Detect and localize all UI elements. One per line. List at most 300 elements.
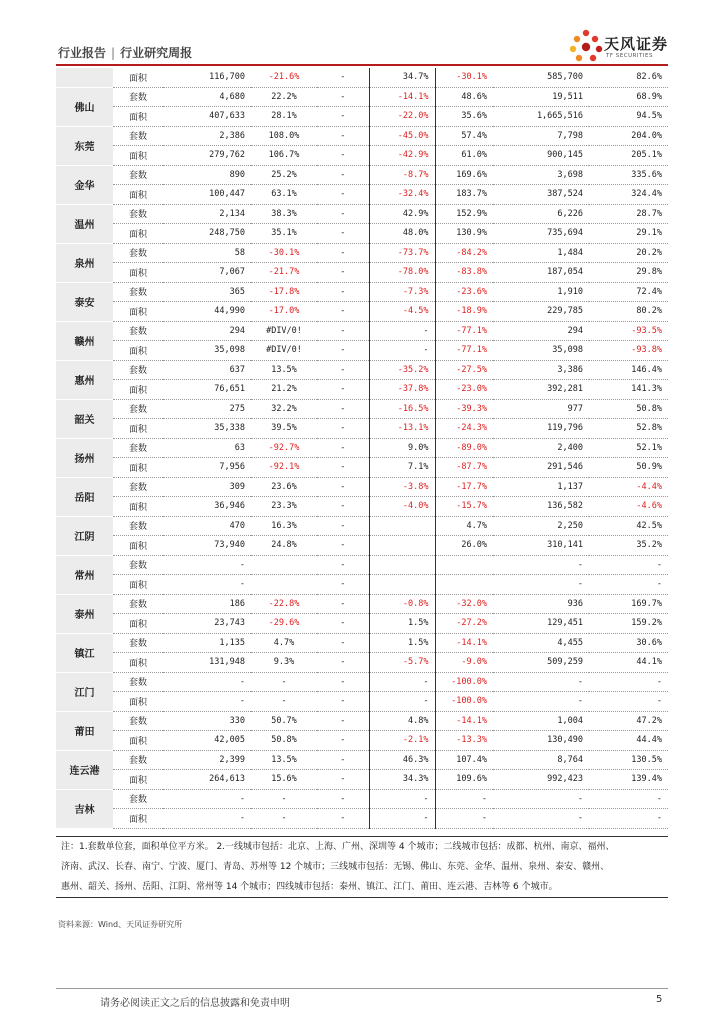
table-row (56, 204, 668, 224)
page-number: 5 (656, 994, 663, 1005)
value-cell: - (317, 165, 369, 185)
metric-cell: 面积 (113, 458, 163, 478)
value-cell: 890 (163, 165, 251, 185)
value-cell: 309 (163, 477, 251, 497)
value-cell: 7,067 (163, 263, 251, 283)
value-cell: - (317, 302, 369, 322)
value-cell: - (317, 711, 369, 731)
value-cell: - (317, 380, 369, 400)
value-cell: 183.7% (435, 185, 493, 205)
value-cell: -87.7% (435, 458, 493, 478)
value-cell: -73.7% (369, 243, 435, 263)
value-cell: 1,004 (493, 711, 589, 731)
value-cell: - (317, 770, 369, 790)
value-cell: - (589, 809, 668, 829)
value-cell: 61.0% (435, 146, 493, 166)
value-cell: 82.6% (589, 68, 668, 87)
value-cell: - (317, 672, 369, 692)
value-cell: -100.0% (435, 692, 493, 712)
metric-cell: 套数 (113, 282, 163, 302)
value-cell: 335.6% (589, 165, 668, 185)
value-cell: -30.1% (251, 243, 317, 263)
value-cell: 2,400 (493, 438, 589, 458)
value-cell: 119,796 (493, 419, 589, 439)
value-cell: 3,698 (493, 165, 589, 185)
value-cell: - (317, 146, 369, 166)
value-cell: - (251, 789, 317, 809)
value-cell: - (317, 536, 369, 556)
table-row (56, 68, 668, 87)
metric-cell: 套数 (113, 789, 163, 809)
metric-cell: 面积 (113, 770, 163, 790)
metric-cell: 套数 (113, 750, 163, 770)
value-cell (369, 536, 435, 556)
value-cell: - (317, 458, 369, 478)
value-cell: 509,259 (493, 653, 589, 673)
value-cell: 735,694 (493, 224, 589, 244)
value-cell: - (163, 555, 251, 575)
value-cell: -92.7% (251, 438, 317, 458)
value-cell: -39.3% (435, 399, 493, 419)
value-cell: 23,743 (163, 614, 251, 634)
value-cell: 392,281 (493, 380, 589, 400)
value-cell: 4,680 (163, 87, 251, 107)
value-cell: 94.5% (589, 107, 668, 127)
metric-cell: 面积 (113, 419, 163, 439)
value-cell: 107.4% (435, 750, 493, 770)
value-cell: - (369, 321, 435, 341)
value-cell: 46.3% (369, 750, 435, 770)
value-cell (251, 575, 317, 595)
value-cell: 387,524 (493, 185, 589, 205)
value-cell: 21.2% (251, 380, 317, 400)
value-cell: 29.8% (589, 263, 668, 283)
value-cell: 585,700 (493, 68, 589, 87)
value-cell: 76,651 (163, 380, 251, 400)
value-cell: 3,386 (493, 360, 589, 380)
value-cell: 294 (493, 321, 589, 341)
value-cell: - (317, 282, 369, 302)
value-cell: 264,613 (163, 770, 251, 790)
table-row (56, 555, 668, 575)
value-cell: - (163, 672, 251, 692)
metric-cell: 套数 (113, 555, 163, 575)
city-name-cell: 东莞 (56, 126, 113, 165)
value-cell: -21.7% (251, 263, 317, 283)
value-cell: 50.7% (251, 711, 317, 731)
value-cell: 8,764 (493, 750, 589, 770)
value-cell: 19,511 (493, 87, 589, 107)
city-name-cell (56, 68, 113, 87)
value-cell: 204.0% (589, 126, 668, 146)
metric-cell: 套数 (113, 633, 163, 653)
value-cell: -89.0% (435, 438, 493, 458)
value-cell: -27.2% (435, 614, 493, 634)
disclaimer-text: 请务必阅读正文之后的信息披露和免责申明 (100, 998, 290, 1009)
value-cell: 1,665,516 (493, 107, 589, 127)
value-cell: 50.9% (589, 458, 668, 478)
value-cell: - (369, 692, 435, 712)
table-row (56, 789, 668, 809)
table-row (56, 360, 668, 380)
metric-cell: 面积 (113, 380, 163, 400)
value-cell: 38.3% (251, 204, 317, 224)
value-cell: - (317, 789, 369, 809)
value-cell: -4.0% (369, 497, 435, 517)
value-cell: 44.1% (589, 653, 668, 673)
value-cell: -77.1% (435, 341, 493, 361)
value-cell: 139.4% (589, 770, 668, 790)
value-cell: -100.0% (435, 672, 493, 692)
value-cell: 63 (163, 438, 251, 458)
value-cell: - (369, 809, 435, 829)
value-cell: 291,546 (493, 458, 589, 478)
value-cell: 25.2% (251, 165, 317, 185)
value-cell: -4.4% (589, 477, 668, 497)
value-cell: 977 (493, 399, 589, 419)
value-cell: - (369, 789, 435, 809)
value-cell: 26.0% (435, 536, 493, 556)
value-cell: - (369, 672, 435, 692)
brand-logo (566, 24, 686, 68)
value-cell: 23.3% (251, 497, 317, 517)
value-cell: 2,386 (163, 126, 251, 146)
value-cell: 34.3% (369, 770, 435, 790)
value-cell: 248,750 (163, 224, 251, 244)
value-cell: 129,451 (493, 614, 589, 634)
value-cell: - (317, 399, 369, 419)
metric-cell: 面积 (113, 614, 163, 634)
value-cell: -77.1% (435, 321, 493, 341)
value-cell: - (317, 594, 369, 614)
value-cell: 2,134 (163, 204, 251, 224)
value-cell: -29.6% (251, 614, 317, 634)
value-cell: -30.1% (435, 68, 493, 87)
footnote-line-1: 注：1.套数单位套，面积单位平方米。 2.一线城市包括：北京、上海、广州、深圳等 4 个城市；二线城市包括：成都、杭州、南京、福州、 (61, 842, 615, 852)
value-cell: -84.2% (435, 243, 493, 263)
value-cell: 2,399 (163, 750, 251, 770)
metric-cell: 面积 (113, 185, 163, 205)
value-cell: -4.6% (589, 497, 668, 517)
metric-cell: 面积 (113, 692, 163, 712)
value-cell: - (317, 68, 369, 87)
metric-cell: 套数 (113, 594, 163, 614)
metric-cell: 面积 (113, 146, 163, 166)
value-cell: - (589, 692, 668, 712)
table-row (56, 146, 668, 166)
value-cell: 9.3% (251, 653, 317, 673)
value-cell: -14.1% (435, 711, 493, 731)
table-row (56, 165, 668, 185)
table-row (56, 750, 668, 770)
value-cell: 4,455 (493, 633, 589, 653)
value-cell: - (317, 419, 369, 439)
value-cell: - (317, 731, 369, 751)
value-cell: - (317, 321, 369, 341)
metric-cell: 套数 (113, 204, 163, 224)
value-cell: -15.7% (435, 497, 493, 517)
value-cell: 39.5% (251, 419, 317, 439)
value-cell: -22.0% (369, 107, 435, 127)
table-row (56, 458, 668, 478)
city-name-cell: 扬州 (56, 438, 113, 477)
value-cell: -17.7% (435, 477, 493, 497)
value-cell: - (317, 185, 369, 205)
value-cell: 7.1% (369, 458, 435, 478)
value-cell: -9.0% (435, 653, 493, 673)
value-cell: -13.1% (369, 419, 435, 439)
city-transaction-table (56, 68, 668, 829)
value-cell: 2,250 (493, 516, 589, 536)
value-cell: -37.8% (369, 380, 435, 400)
metric-cell: 套数 (113, 399, 163, 419)
value-cell: - (317, 555, 369, 575)
value-cell: -16.5% (369, 399, 435, 419)
value-cell: -35.2% (369, 360, 435, 380)
value-cell: 35,098 (493, 341, 589, 361)
value-cell: - (317, 126, 369, 146)
value-cell: 169.7% (589, 594, 668, 614)
value-cell: - (493, 789, 589, 809)
value-cell: -17.0% (251, 302, 317, 322)
value-cell: 187,054 (493, 263, 589, 283)
value-cell: 275 (163, 399, 251, 419)
value-cell (251, 555, 317, 575)
table-row (56, 594, 668, 614)
value-cell: - (163, 809, 251, 829)
value-cell: -93.5% (589, 321, 668, 341)
table-row (56, 653, 668, 673)
value-cell: 186 (163, 594, 251, 614)
value-cell: - (317, 477, 369, 497)
table-row (56, 107, 668, 127)
value-cell: 7,798 (493, 126, 589, 146)
value-cell: 35,098 (163, 341, 251, 361)
table-row (56, 341, 668, 361)
value-cell: 229,785 (493, 302, 589, 322)
city-name-cell: 泰州 (56, 594, 113, 633)
value-cell: -78.0% (369, 263, 435, 283)
value-cell: 42.9% (369, 204, 435, 224)
value-cell: -2.1% (369, 731, 435, 751)
value-cell: 28.7% (589, 204, 668, 224)
value-cell: - (589, 789, 668, 809)
value-cell: -14.1% (369, 87, 435, 107)
table-row (56, 224, 668, 244)
value-cell: - (317, 750, 369, 770)
table-row (56, 809, 668, 829)
metric-cell: 面积 (113, 224, 163, 244)
report-header (58, 44, 192, 61)
metric-cell: 面积 (113, 263, 163, 283)
city-name-cell: 惠州 (56, 360, 113, 399)
table-row (56, 126, 668, 146)
value-cell: -3.8% (369, 477, 435, 497)
tf-logo-icon (566, 24, 606, 68)
value-cell: - (493, 672, 589, 692)
city-name-cell: 莆田 (56, 711, 113, 750)
value-cell: 35,338 (163, 419, 251, 439)
value-cell: -17.8% (251, 282, 317, 302)
metric-cell: 面积 (113, 575, 163, 595)
metric-cell: 套数 (113, 672, 163, 692)
value-cell (435, 575, 493, 595)
value-cell: 57.4% (435, 126, 493, 146)
metric-cell: 面积 (113, 68, 163, 87)
metric-cell: 套数 (113, 165, 163, 185)
value-cell: 1.5% (369, 633, 435, 653)
footnote-line-2: 济南、武汉、长春、南宁、宁波、厦门、青岛、苏州等 12 个城市；三线城市包括：无锡、佛山、东莞、金华、温州、泉州、泰安、赣州、 (61, 862, 610, 872)
value-cell: - (317, 633, 369, 653)
value-cell: 146.4% (589, 360, 668, 380)
value-cell: 20.2% (589, 243, 668, 263)
value-cell: 1,137 (493, 477, 589, 497)
value-cell: 106.7% (251, 146, 317, 166)
value-cell: -13.3% (435, 731, 493, 751)
metric-cell: 面积 (113, 497, 163, 517)
value-cell: - (317, 360, 369, 380)
metric-cell: 套数 (113, 126, 163, 146)
value-cell: 13.5% (251, 360, 317, 380)
brand-subtitle: TF SECURITIES (606, 53, 653, 59)
value-cell: -14.1% (435, 633, 493, 653)
value-cell (369, 516, 435, 536)
value-cell: - (317, 243, 369, 263)
value-cell: 48.6% (435, 87, 493, 107)
value-cell: 141.3% (589, 380, 668, 400)
value-cell: 108.0% (251, 126, 317, 146)
table-row (56, 672, 668, 692)
table-row (56, 497, 668, 517)
value-cell: - (317, 809, 369, 829)
header-divider (56, 64, 668, 66)
value-cell: 58 (163, 243, 251, 263)
value-cell: 35.2% (589, 536, 668, 556)
value-cell: - (251, 692, 317, 712)
value-cell: 29.1% (589, 224, 668, 244)
value-cell: 936 (493, 594, 589, 614)
value-cell: 637 (163, 360, 251, 380)
value-cell: - (317, 438, 369, 458)
value-cell: - (317, 87, 369, 107)
value-cell: - (317, 224, 369, 244)
value-cell (435, 555, 493, 575)
value-cell: - (317, 107, 369, 127)
value-cell: 15.6% (251, 770, 317, 790)
value-cell: 159.2% (589, 614, 668, 634)
metric-cell: 套数 (113, 243, 163, 263)
table-footnote (56, 836, 668, 898)
value-cell: 28.1% (251, 107, 317, 127)
value-cell: - (317, 516, 369, 536)
value-cell: 52.1% (589, 438, 668, 458)
table-row (56, 399, 668, 419)
value-cell: - (493, 692, 589, 712)
value-cell: 36,946 (163, 497, 251, 517)
value-cell: 22.2% (251, 87, 317, 107)
value-cell: - (369, 341, 435, 361)
metric-cell: 套数 (113, 477, 163, 497)
value-cell: - (163, 575, 251, 595)
metric-cell: 面积 (113, 809, 163, 829)
value-cell: 4.8% (369, 711, 435, 731)
value-cell: 44.4% (589, 731, 668, 751)
value-cell: - (317, 341, 369, 361)
value-cell: 109.6% (435, 770, 493, 790)
value-cell: - (317, 263, 369, 283)
value-cell: 136,582 (493, 497, 589, 517)
value-cell: - (435, 789, 493, 809)
value-cell: 52.8% (589, 419, 668, 439)
metric-cell: 面积 (113, 302, 163, 322)
value-cell: - (317, 653, 369, 673)
value-cell: 6,226 (493, 204, 589, 224)
table-row (56, 185, 668, 205)
table-row (56, 243, 668, 263)
value-cell: 23.6% (251, 477, 317, 497)
value-cell: 407,633 (163, 107, 251, 127)
table-row (56, 438, 668, 458)
value-cell: -24.3% (435, 419, 493, 439)
metric-cell: 面积 (113, 653, 163, 673)
city-name-cell: 吉林 (56, 789, 113, 828)
value-cell: -32.0% (435, 594, 493, 614)
table-row (56, 321, 668, 341)
value-cell: 7,956 (163, 458, 251, 478)
metric-cell: 套数 (113, 516, 163, 536)
city-name-cell: 金华 (56, 165, 113, 204)
value-cell: 4.7% (251, 633, 317, 653)
value-cell: - (317, 204, 369, 224)
table-row (56, 614, 668, 634)
value-cell: 4.7% (435, 516, 493, 536)
table-row (56, 536, 668, 556)
value-cell: 73,940 (163, 536, 251, 556)
table-row (56, 692, 668, 712)
value-cell: 169.6% (435, 165, 493, 185)
value-cell: -93.8% (589, 341, 668, 361)
table-row (56, 770, 668, 790)
value-cell: - (317, 575, 369, 595)
city-name-cell: 连云港 (56, 750, 113, 789)
value-cell: -8.7% (369, 165, 435, 185)
city-name-cell: 常州 (56, 555, 113, 594)
city-name-cell: 江阴 (56, 516, 113, 555)
value-cell: #DIV/0! (251, 341, 317, 361)
value-cell: 9.0% (369, 438, 435, 458)
value-cell: -27.5% (435, 360, 493, 380)
value-cell: -4.5% (369, 302, 435, 322)
table-row (56, 87, 668, 107)
value-cell: 72.4% (589, 282, 668, 302)
value-cell: -92.1% (251, 458, 317, 478)
metric-cell: 套数 (113, 87, 163, 107)
value-cell: 35.6% (435, 107, 493, 127)
table-row (56, 477, 668, 497)
value-cell: 279,762 (163, 146, 251, 166)
city-name-cell: 韶关 (56, 399, 113, 438)
value-cell: 131,948 (163, 653, 251, 673)
table-row (56, 419, 668, 439)
value-cell: 48.0% (369, 224, 435, 244)
value-cell: -42.9% (369, 146, 435, 166)
value-cell: 68.9% (589, 87, 668, 107)
value-cell: - (317, 692, 369, 712)
value-cell: 47.2% (589, 711, 668, 731)
value-cell: - (493, 555, 589, 575)
metric-cell: 面积 (113, 107, 163, 127)
metric-cell: 面积 (113, 341, 163, 361)
